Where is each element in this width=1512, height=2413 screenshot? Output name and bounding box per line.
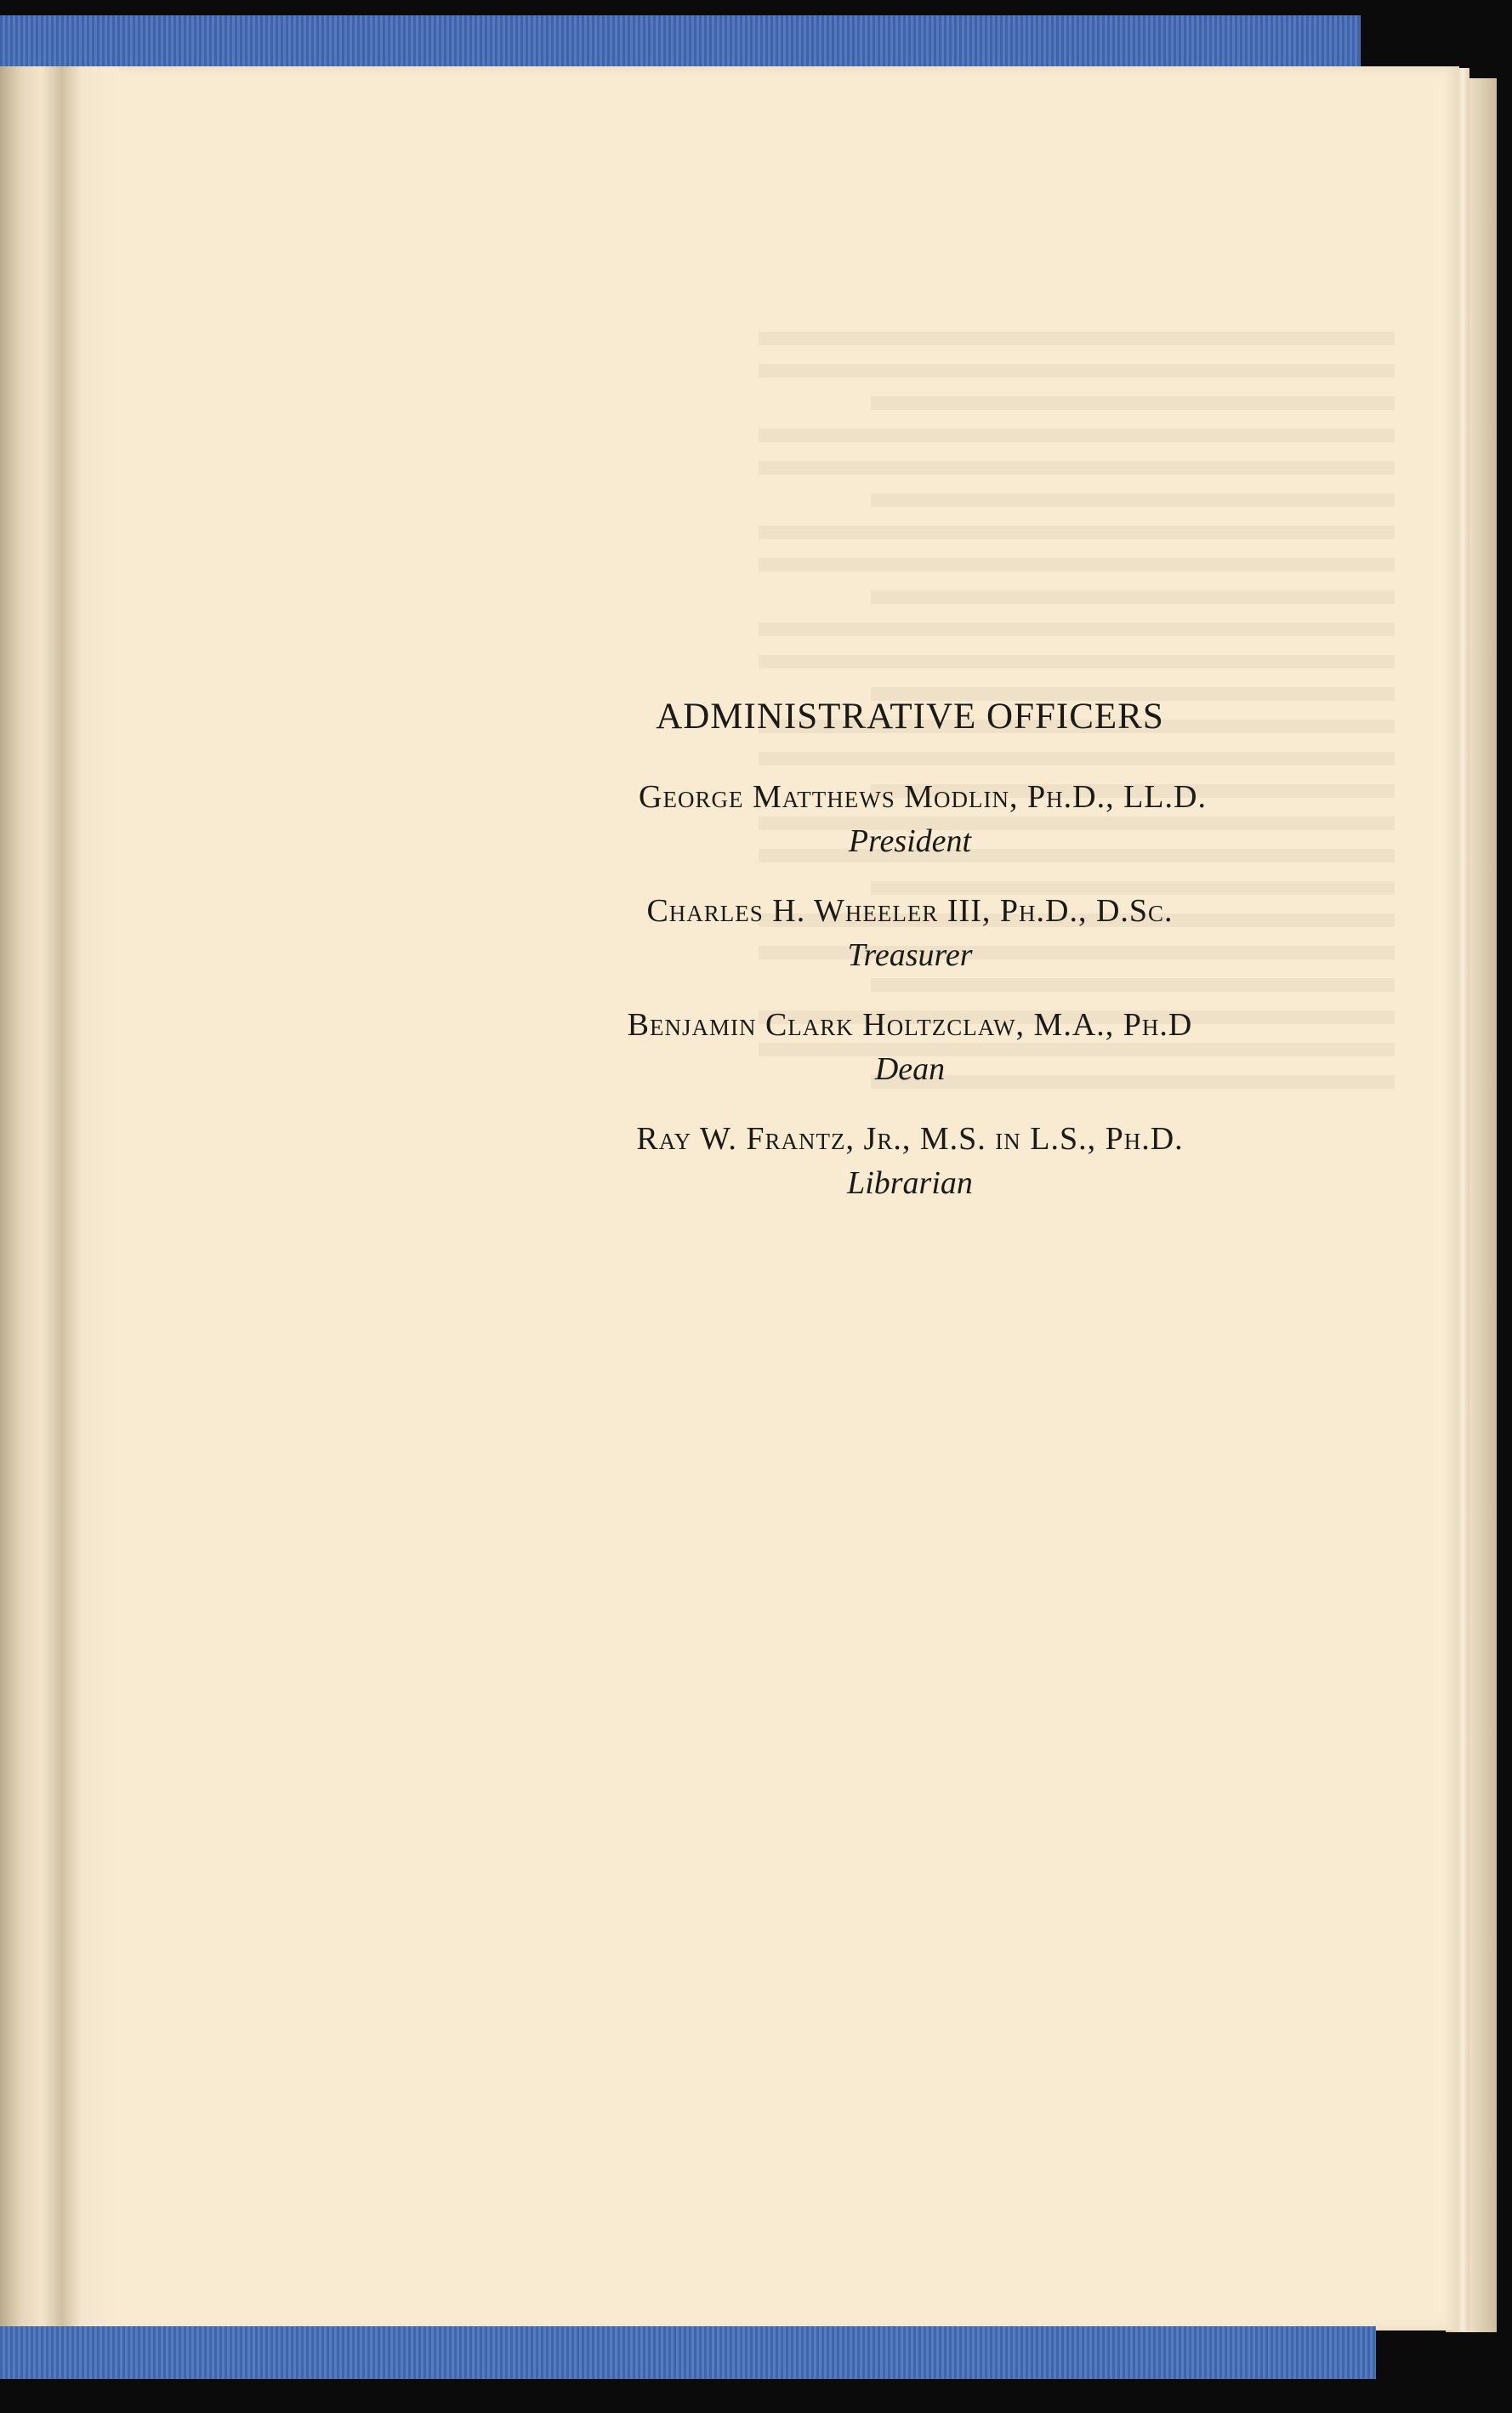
page-gutter — [0, 66, 119, 2330]
officer-name: Charles H. Wheeler III, Ph.D., D.Sc. — [646, 893, 1174, 929]
officer-title: President — [848, 823, 972, 859]
officer-name: George Matthews Modlin, Ph.D., LL.D. — [639, 779, 1207, 815]
officers-section — [544, 696, 1276, 1231]
officer-entry — [544, 775, 1276, 863]
officer-name: Benjamin Clark Holtzclaw, M.A., Ph.D — [627, 1007, 1193, 1043]
officer-title: Librarian — [847, 1165, 973, 1201]
officer-title: Dean — [874, 1051, 946, 1087]
officer-entry — [544, 1003, 1276, 1091]
officer-entry — [544, 1117, 1276, 1205]
officer-entry — [544, 889, 1276, 977]
officer-title: Treasurer — [847, 937, 973, 973]
section-heading: ADMINISTRATIVE OFFICERS — [656, 697, 1164, 737]
book-cover-cloth-bottom — [0, 2326, 1376, 2379]
officer-name: Ray W. Frantz, Jr., M.S. in L.S., Ph.D. — [636, 1121, 1184, 1157]
